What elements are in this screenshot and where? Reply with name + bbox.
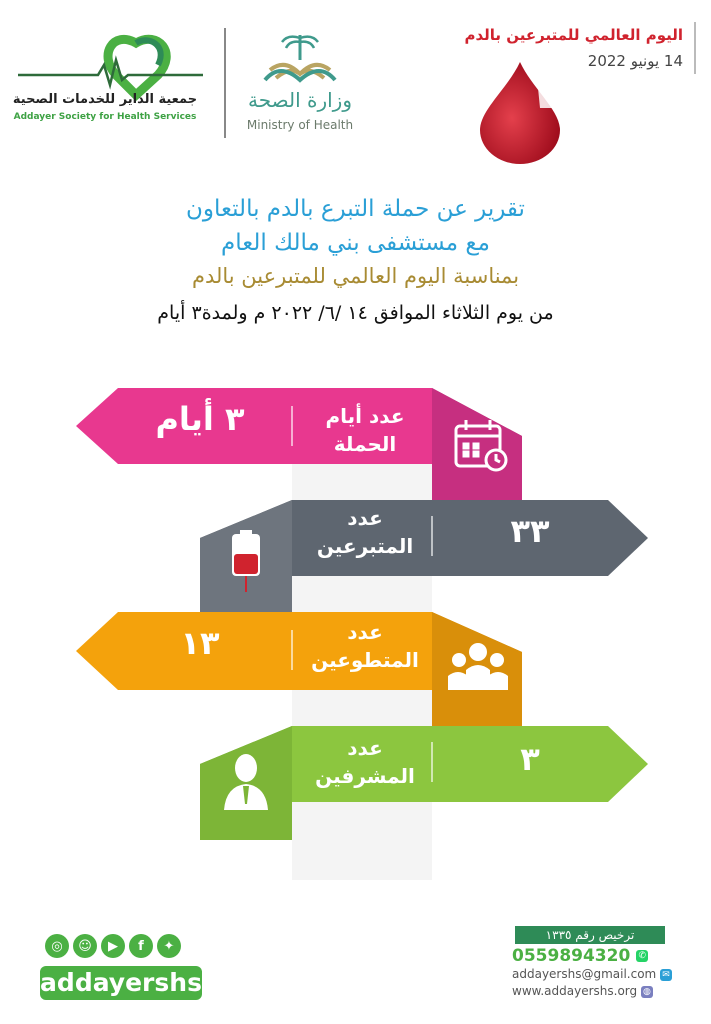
email-address[interactable] xyxy=(512,967,672,981)
phone-text: 0559894320 xyxy=(512,946,631,966)
stat-campaign-days-value: ٣ أيام xyxy=(155,400,245,438)
header-divider xyxy=(224,28,226,138)
phone-number[interactable] xyxy=(512,946,648,966)
event-heading-line xyxy=(694,22,696,74)
social-handle[interactable]: addayershs xyxy=(40,966,202,1000)
social-icons xyxy=(45,934,181,958)
stat-label-line2: الحملة xyxy=(333,432,397,456)
stat-volunteers-label xyxy=(296,618,434,674)
instagram-icon[interactable]: ◎ xyxy=(45,934,69,958)
stat-volunteers-value: ١٣ xyxy=(180,624,220,662)
ministry-name-arabic: وزارة الصحة xyxy=(248,88,352,112)
stat-donors-label xyxy=(296,504,434,560)
globe-icon: ◍ xyxy=(641,986,653,998)
stat-label-line1: عدد xyxy=(347,736,383,760)
ministry-name-english: Ministry of Health xyxy=(246,118,354,132)
whatsapp-icon: ✆ xyxy=(636,950,648,962)
stat-label-line1: عدد xyxy=(347,506,383,530)
event-title: اليوم العالمي للمتبرعين بالدم xyxy=(464,26,683,44)
stat-campaign-days-label xyxy=(296,402,434,458)
green-icon-panel xyxy=(200,726,292,840)
report-subtitle: بمناسبة اليوم العالمي للمتبرعين بالدم xyxy=(191,264,520,288)
stat-label-line2: المشرفين xyxy=(315,764,415,788)
report-date-line: من يوم الثلاثاء الموافق ١٤ /٦/ ٢٠٢٢ م ولمدة٣ أيام xyxy=(157,302,554,324)
report-title-line-1: تقرير عن حملة التبرع بالدم بالتعاون xyxy=(186,196,525,222)
license-number: ترخيص رقم ١٣٣٥ xyxy=(515,926,665,944)
website-address[interactable] xyxy=(512,984,653,998)
facebook-icon[interactable]: f xyxy=(129,934,153,958)
stat-label-line1: عدد xyxy=(347,620,383,644)
mail-icon: ✉ xyxy=(660,969,672,981)
society-name-english: Addayer Society for Health Services xyxy=(13,112,197,122)
event-date: 14 يونيو 2022 xyxy=(587,52,683,70)
stat-supervisors-label xyxy=(296,734,434,790)
society-name-arabic: جمعية الداير للخدمات الصحية xyxy=(12,92,198,107)
report-title-line-2: مع مستشفى بني مالك العام xyxy=(221,230,490,256)
ministry-of-health-logo xyxy=(240,30,360,90)
stat-label-line2: المتبرعين xyxy=(316,534,414,558)
stat-supervisors-value: ٣ xyxy=(520,740,540,778)
twitter-icon[interactable]: ✦ xyxy=(157,934,181,958)
website-text: www.addayershs.org xyxy=(512,984,638,998)
snapchat-icon[interactable]: ☺ xyxy=(73,934,97,958)
stat-label-line2: المتطوعين xyxy=(311,648,419,672)
youtube-icon[interactable]: ▶ xyxy=(101,934,125,958)
blood-drop-icon xyxy=(468,58,572,166)
email-text: addayershs@gmail.com xyxy=(512,967,657,981)
stat-label-line1: عدد أيام xyxy=(325,404,405,428)
stat-donors-value: ٣٣ xyxy=(510,512,550,550)
